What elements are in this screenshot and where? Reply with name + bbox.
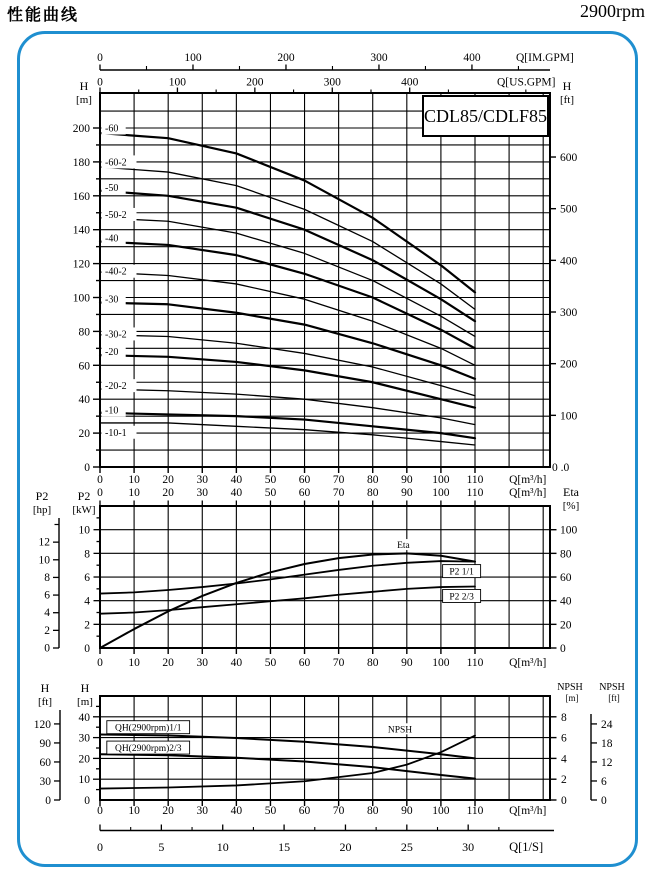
svg-text:160: 160 [72, 190, 90, 203]
axis-p2-kw [72, 489, 100, 655]
svg-text:400: 400 [560, 255, 578, 268]
svg-text:0: 0 [44, 642, 50, 655]
svg-text:Q[m³/h]: Q[m³/h] [509, 487, 547, 499]
svg-text:[m]: [m] [565, 693, 579, 703]
hq-curves [100, 133, 475, 445]
svg-text:300: 300 [323, 76, 341, 89]
svg-text:40: 40 [230, 657, 243, 669]
svg-text:P2 1/1: P2 1/1 [449, 567, 474, 578]
svg-text:NPSH: NPSH [387, 725, 413, 736]
svg-text:90: 90 [401, 487, 413, 499]
svg-text:10: 10 [38, 554, 50, 567]
svg-text:0: 0 [97, 487, 103, 499]
svg-text:8: 8 [84, 548, 90, 561]
svg-text:300: 300 [370, 52, 388, 64]
svg-text:60: 60 [560, 572, 572, 585]
svg-text:40: 40 [230, 805, 243, 817]
svg-text:30: 30 [39, 775, 51, 788]
svg-text:P2: P2 [35, 489, 49, 503]
svg-text:60: 60 [298, 474, 311, 486]
svg-text:80: 80 [366, 657, 379, 669]
chart-power [33, 485, 580, 669]
axis-h-m [73, 79, 100, 474]
svg-text:20: 20 [78, 753, 90, 766]
svg-text:0: 0 [601, 795, 607, 807]
svg-text:12: 12 [38, 536, 50, 549]
grid [100, 506, 550, 648]
axis-h-m [77, 681, 100, 807]
svg-text:20: 20 [162, 487, 174, 499]
label--40-2: -40-2 [105, 266, 127, 278]
svg-text:15: 15 [278, 840, 291, 854]
svg-text:0: 0 [97, 76, 103, 89]
rpm-label: 2900rpm [580, 1, 645, 21]
svg-text:60: 60 [78, 360, 90, 373]
label--30-2: -30-2 [105, 329, 127, 341]
svg-text:80: 80 [560, 548, 572, 561]
svg-text:10: 10 [128, 474, 140, 486]
svg-text:6: 6 [84, 572, 90, 585]
axis-q-m3h [97, 467, 546, 486]
svg-text:60: 60 [298, 487, 311, 499]
svg-text:[m]: [m] [77, 696, 93, 708]
svg-text:100: 100 [432, 487, 450, 499]
axis-q-usgpm [97, 77, 555, 94]
svg-text:4: 4 [44, 607, 50, 620]
model-label-box: CDL85/CDLF85 [422, 95, 549, 137]
svg-text:0: 0 [97, 474, 103, 486]
svg-text:30: 30 [462, 840, 475, 854]
svg-text:[m]: [m] [76, 94, 92, 106]
svg-text:4: 4 [561, 753, 567, 766]
svg-text:50: 50 [264, 474, 277, 486]
svg-text:30: 30 [78, 732, 90, 745]
svg-text:70: 70 [332, 657, 345, 669]
svg-text:H: H [562, 79, 572, 93]
axis-npsh-m [550, 682, 583, 807]
svg-text:50: 50 [264, 805, 277, 817]
svg-text:20: 20 [162, 805, 174, 817]
axis-q-top [97, 487, 546, 506]
svg-text:[kW]: [kW] [72, 504, 96, 516]
svg-text:2: 2 [84, 619, 90, 632]
svg-text:2: 2 [561, 774, 567, 787]
label--50-2: -50-2 [105, 209, 127, 221]
svg-text:30: 30 [196, 657, 209, 669]
svg-text:60: 60 [39, 756, 51, 769]
svg-text:50: 50 [264, 487, 277, 499]
svg-text:140: 140 [72, 224, 90, 237]
svg-text:100: 100 [72, 292, 90, 305]
svg-text:QH(2900rpm)1/1: QH(2900rpm)1/1 [114, 723, 182, 734]
curve--50 [100, 191, 475, 322]
svg-text:20: 20 [560, 619, 572, 632]
svg-text:90: 90 [401, 805, 413, 817]
svg-text:[ft]: [ft] [559, 94, 575, 106]
svg-text:40: 40 [78, 394, 90, 407]
svg-text:25: 25 [400, 840, 413, 854]
axis-h-ft [550, 79, 578, 474]
svg-text:100: 100 [560, 524, 578, 537]
label--60: -60 [105, 123, 119, 135]
svg-text:200: 200 [72, 123, 90, 135]
svg-text:60: 60 [298, 657, 311, 669]
label--40: -40 [105, 233, 119, 245]
svg-text:NPSH: NPSH [557, 682, 583, 693]
svg-text:0: 0 [97, 657, 103, 669]
label--60-2: -60-2 [105, 157, 127, 169]
svg-text:24: 24 [601, 718, 613, 731]
svg-text:[hp]: [hp] [32, 504, 52, 516]
svg-text:6: 6 [44, 589, 50, 602]
svg-text:10: 10 [78, 524, 90, 537]
svg-text:200: 200 [560, 358, 578, 371]
svg-text:10: 10 [128, 487, 140, 499]
svg-text:Q[IM.GPM]: Q[IM.GPM] [516, 52, 574, 64]
label--20-2: -20-2 [105, 381, 127, 393]
svg-text:80: 80 [366, 474, 379, 486]
svg-text:500: 500 [560, 203, 578, 216]
svg-text:20: 20 [162, 474, 174, 486]
svg-text:12: 12 [601, 756, 613, 769]
svg-text:10: 10 [78, 774, 90, 787]
curve--10-1 [100, 423, 475, 445]
svg-text:40: 40 [230, 474, 243, 486]
svg-text:40: 40 [560, 595, 572, 608]
svg-text:[ft]: [ft] [37, 696, 53, 708]
svg-text:90: 90 [401, 474, 413, 486]
svg-text:80: 80 [366, 487, 379, 499]
svg-text:10: 10 [128, 805, 140, 817]
svg-text:120: 120 [33, 718, 51, 731]
svg-text:0: 0 [45, 795, 51, 807]
axis-p2-hp [33, 489, 59, 655]
svg-text:Q[1/S]: Q[1/S] [509, 840, 544, 854]
svg-text:110: 110 [466, 657, 484, 669]
svg-text:10: 10 [128, 657, 140, 669]
svg-text:6: 6 [561, 732, 567, 745]
svg-text:20: 20 [339, 840, 352, 854]
svg-text:NPSH: NPSH [599, 682, 625, 693]
svg-text:0: 0 [84, 795, 90, 807]
svg-text:100: 100 [184, 52, 202, 64]
svg-text:H: H [40, 681, 50, 695]
svg-text:50: 50 [264, 657, 277, 669]
svg-text:Eta: Eta [563, 485, 579, 499]
axis-npsh-ft [591, 682, 625, 807]
svg-text:18: 18 [601, 737, 613, 750]
svg-text:8: 8 [44, 571, 50, 584]
svg-text:400: 400 [463, 52, 481, 64]
svg-text:P2 2/3: P2 2/3 [449, 592, 474, 603]
curve--60-2 [100, 167, 475, 309]
svg-text:200: 200 [246, 76, 264, 89]
axis-q-bottom [97, 648, 546, 669]
svg-text:20: 20 [162, 657, 174, 669]
svg-text:2: 2 [44, 624, 50, 637]
svg-text:120: 120 [72, 258, 90, 271]
svg-text:400: 400 [401, 76, 419, 89]
svg-text:90: 90 [39, 737, 51, 750]
svg-text:30: 30 [196, 487, 209, 499]
svg-text:0 .0: 0 .0 [552, 462, 570, 474]
label--30: -30 [105, 294, 119, 306]
svg-text:100: 100 [432, 805, 450, 817]
page-title: 性能曲线 [7, 5, 80, 24]
svg-text:0: 0 [560, 643, 566, 655]
svg-text:QH(2900rpm)2/3: QH(2900rpm)2/3 [114, 744, 182, 755]
svg-text:H: H [80, 681, 90, 695]
svg-text:Q[m³/h]: Q[m³/h] [509, 474, 547, 486]
axis-h-ft [34, 681, 60, 807]
svg-text:70: 70 [332, 474, 345, 486]
svg-text:60: 60 [298, 805, 311, 817]
label--20: -20 [105, 347, 119, 359]
svg-text:0: 0 [97, 52, 103, 64]
svg-text:200: 200 [277, 52, 295, 64]
svg-text:70: 70 [332, 487, 345, 499]
svg-text:40: 40 [230, 487, 243, 499]
chart-qh-npsh [34, 681, 625, 854]
svg-text:30: 30 [196, 805, 209, 817]
svg-text:H: H [79, 79, 89, 93]
svg-text:300: 300 [560, 307, 578, 320]
svg-text:5: 5 [158, 840, 165, 854]
svg-text:[ft]: [ft] [608, 693, 620, 703]
svg-text:40: 40 [78, 711, 90, 724]
svg-text:0: 0 [97, 805, 103, 817]
svg-text:Q[US.GPM]: Q[US.GPM] [497, 76, 556, 89]
svg-text:6: 6 [601, 775, 607, 788]
svg-text:Q[m³/h]: Q[m³/h] [509, 657, 547, 669]
svg-text:80: 80 [78, 326, 90, 339]
svg-text:110: 110 [466, 805, 484, 817]
svg-text:P2: P2 [77, 489, 91, 503]
axis-eta [550, 485, 580, 655]
curve-labels [390, 539, 480, 602]
svg-text:80: 80 [366, 805, 379, 817]
svg-text:0: 0 [97, 840, 103, 854]
axis-q-imgpm [97, 52, 574, 70]
svg-text:180: 180 [72, 156, 90, 169]
svg-text:110: 110 [466, 487, 484, 499]
svg-text:110: 110 [466, 474, 484, 486]
svg-text:0: 0 [84, 643, 90, 655]
svg-text:30: 30 [196, 474, 209, 486]
svg-text:90: 90 [401, 657, 413, 669]
svg-text:70: 70 [332, 805, 345, 817]
svg-text:100: 100 [168, 76, 187, 89]
label--50: -50 [105, 182, 119, 194]
curve--20 [100, 355, 475, 408]
svg-text:20: 20 [78, 428, 90, 441]
svg-text:100: 100 [432, 474, 450, 486]
svg-text:100: 100 [432, 657, 450, 669]
svg-text:10: 10 [216, 840, 229, 854]
svg-text:Q[m³/h]: Q[m³/h] [509, 805, 547, 817]
svg-text:8: 8 [561, 711, 567, 724]
axis-q-ls [97, 825, 554, 855]
svg-text:600: 600 [560, 152, 578, 165]
svg-text:100: 100 [560, 410, 578, 423]
axis-q-bottom [97, 800, 546, 817]
label--10: -10 [105, 405, 119, 417]
svg-text:0: 0 [84, 462, 90, 474]
svg-text:0: 0 [561, 795, 567, 807]
svg-text:[%]: [%] [562, 500, 580, 512]
svg-text:4: 4 [84, 595, 90, 608]
svg-text:Eta: Eta [397, 541, 410, 552]
label--10-1: -10-1 [105, 427, 127, 439]
